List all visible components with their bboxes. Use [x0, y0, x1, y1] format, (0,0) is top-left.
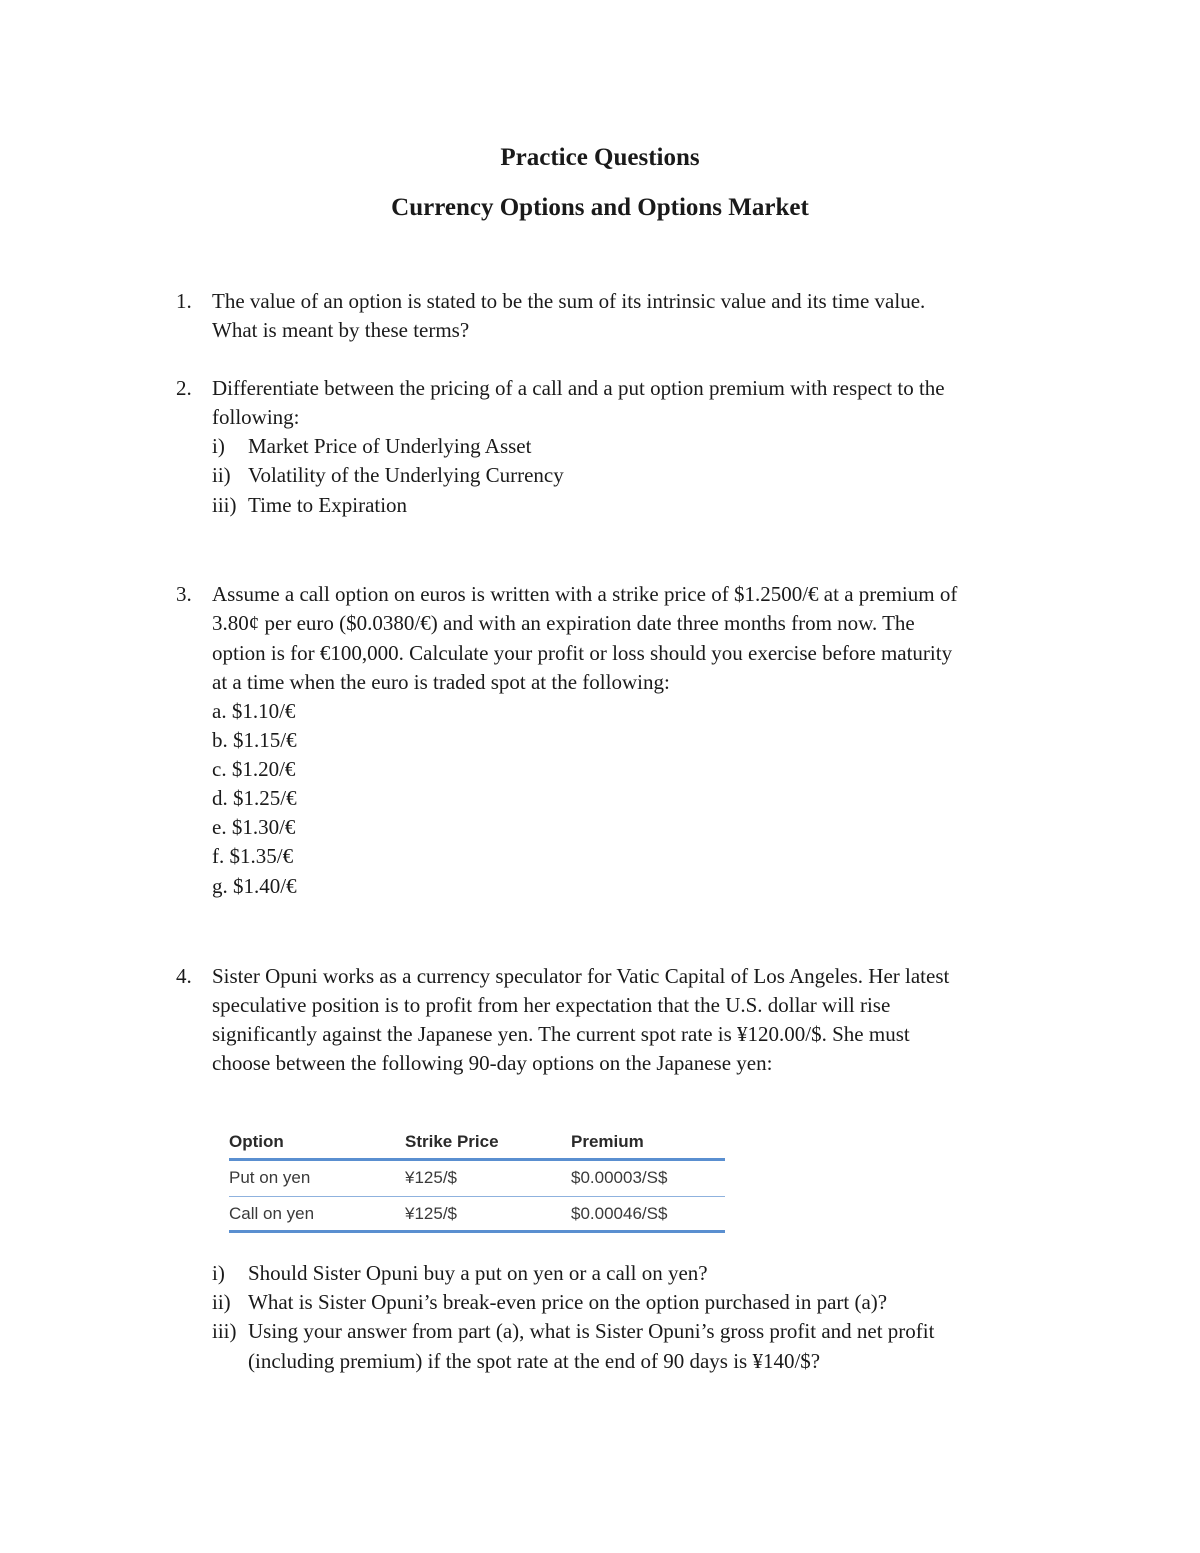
sub-item-label: i)	[212, 1261, 225, 1285]
sub-item-label: ii)	[212, 463, 231, 487]
table-cell: Put on yen	[229, 1168, 311, 1187]
sub-item-text: Should Sister Opuni buy a put on yen or a call on yen?	[248, 1261, 708, 1285]
question-text-line: The value of an option is stated to be the sum of its intrinsic value and its time value.	[212, 289, 926, 313]
options-table	[229, 1124, 725, 1232]
question-text-line: speculative position is to profit from her expectation that the U.S. dollar will rise	[212, 993, 891, 1017]
table-cell: $0.00046/S$	[571, 1204, 668, 1223]
question-text-line: What is meant by these terms?	[212, 318, 470, 342]
sub-item-text: Using your answer from part (a), what is Sister Opuni’s gross profit and net profit	[248, 1319, 935, 1343]
table-cell: ¥125/$	[405, 1168, 457, 1187]
sub-item-label: iii)	[212, 493, 237, 517]
sub-item-label: iii)	[212, 1319, 237, 1343]
question-text-line: option is for €100,000. Calculate your profit or loss should you exercise before maturity	[212, 641, 953, 665]
question-text-line: choose between the following 90-day options on the Japanese yen:	[212, 1051, 773, 1075]
question-text-line: 3.80¢ per euro ($0.0380/€) and with an expiration date three months from now. The	[212, 611, 915, 635]
answer-option: e. $1.30/€	[212, 815, 296, 839]
answer-option: g. $1.40/€	[212, 874, 297, 898]
question-number: 1.	[176, 289, 192, 313]
table-cell: ¥125/$	[405, 1204, 457, 1223]
question-text-line: Assume a call option on euros is written with a strike price of $1.2500/€ at a premium of	[212, 582, 958, 606]
table-cell: $0.00003/S$	[571, 1168, 668, 1187]
question-number: 3.	[176, 582, 192, 606]
sub-item-text: Market Price of Underlying Asset	[248, 434, 532, 458]
sub-item-text: Time to Expiration	[248, 493, 408, 517]
sub-item-text: What is Sister Opuni’s break-even price on the option purchased in part (a)?	[248, 1290, 888, 1314]
table-row	[229, 1160, 725, 1196]
sub-item-label: ii)	[212, 1290, 231, 1314]
question-text-line: significantly against the Japanese yen. The current spot rate is ¥120.00/$. She must	[212, 1022, 910, 1046]
page-title: Practice Questions	[500, 144, 700, 171]
question-text-line: Differentiate between the pricing of a call and a put option premium with respect to the	[212, 376, 945, 400]
question-text-line: at a time when the euro is traded spot at the following:	[212, 670, 670, 694]
page-subtitle: Currency Options and Options Market	[391, 194, 809, 221]
table-divider	[229, 1230, 725, 1233]
table-header-cell: Strike Price	[405, 1132, 499, 1151]
question-text-line: Sister Opuni works as a currency speculator for Vatic Capital of Los Angeles. Her latest	[212, 964, 950, 988]
table-header-cell: Option	[229, 1132, 284, 1151]
question-text-line: following:	[212, 405, 300, 429]
answer-option: b. $1.15/€	[212, 728, 297, 752]
table-row	[229, 1196, 725, 1232]
question-number: 2.	[176, 376, 192, 400]
answer-option: a. $1.10/€	[212, 699, 296, 723]
answer-option: d. $1.25/€	[212, 786, 297, 810]
answer-option: c. $1.20/€	[212, 757, 296, 781]
sub-item-label: i)	[212, 434, 225, 458]
sub-item-text: Volatility of the Underlying Currency	[248, 463, 564, 487]
question-number: 4.	[176, 964, 192, 988]
sub-item-continuation: (including premium) if the spot rate at the end of 90 days is ¥140/$?	[248, 1349, 821, 1373]
answer-option: f. $1.35/€	[212, 844, 294, 868]
table-header-cell: Premium	[571, 1132, 644, 1151]
table-cell: Call on yen	[229, 1204, 315, 1223]
table-header-row	[229, 1124, 725, 1160]
